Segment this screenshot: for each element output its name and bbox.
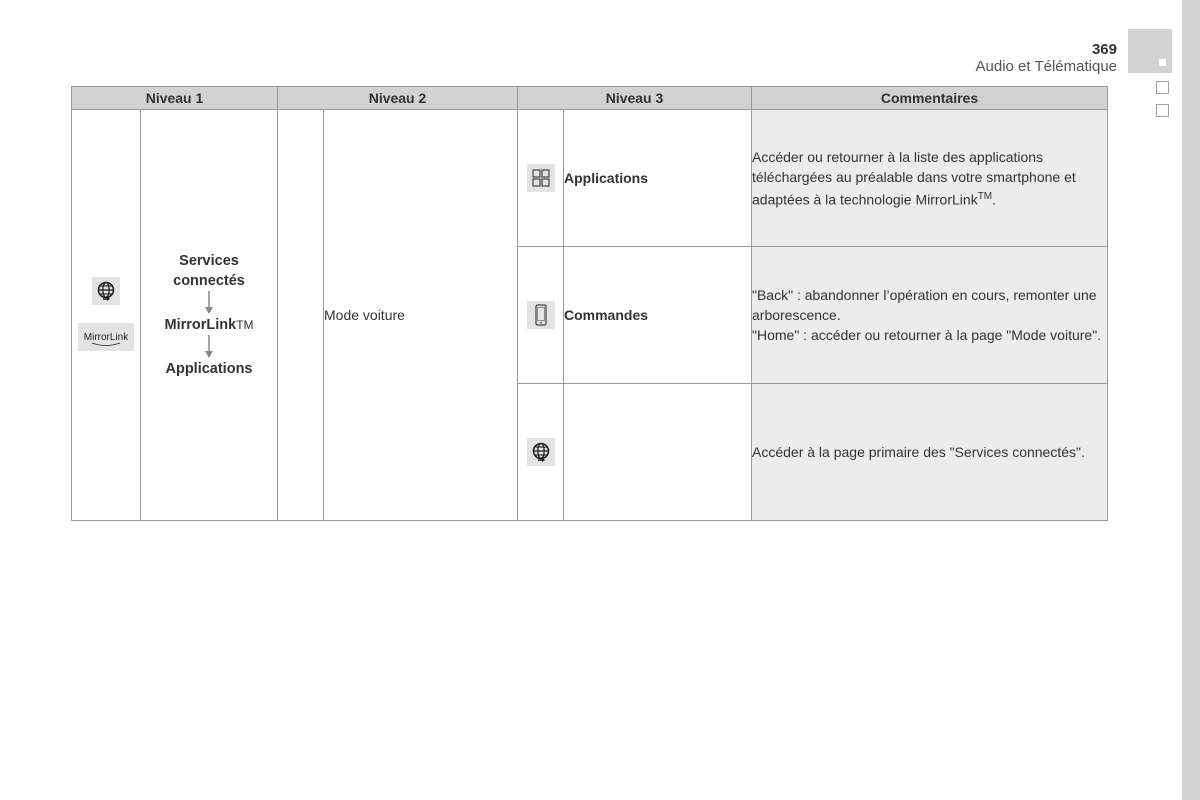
applications-grid-icon: [527, 164, 555, 192]
row1-comment: Accéder ou retourner à la liste des applications téléchargées au préalable dans votre smartphone et adaptées à la technologie MirrorLink™.: [752, 110, 1108, 247]
side-strip: [1182, 0, 1200, 800]
level1-services: Services: [179, 253, 239, 269]
mirrorlink-logo-text: MirrorLink: [83, 331, 129, 343]
level1-icon-cell: [72, 110, 141, 521]
chapter-tab-dot: [1159, 59, 1166, 66]
connected-services-globe-icon: [92, 277, 120, 305]
row2-icon-cell: [518, 247, 564, 384]
page-number: 369: [1091, 41, 1117, 58]
level2-label-cell: Mode voiture: [324, 110, 518, 521]
level2-icon-cell: [278, 110, 324, 521]
menu-table: [71, 86, 1108, 521]
chapter-tab[interactable]: [1156, 104, 1169, 117]
level1-label-cell: [141, 110, 278, 521]
column-header-level2: Niveau 2: [278, 87, 518, 110]
mirrorlink-logo: [78, 323, 134, 351]
chapter-tab[interactable]: [1156, 81, 1169, 94]
level1-mirrorlink: MirrorLinkTM: [164, 317, 254, 333]
row3-comment: Accéder à la page primaire des "Services connectés".: [752, 384, 1108, 521]
row1-icon-cell: [518, 110, 564, 247]
table-header-row: [72, 87, 1108, 110]
level1-connectes: connectés: [173, 273, 245, 289]
column-header-level3: Niveau 3: [518, 87, 752, 110]
row1-label-applications: Applications: [564, 110, 752, 247]
section-title: Audio et Télématique: [975, 58, 1117, 75]
arrow-down-icon: [204, 291, 214, 315]
column-header-level1: Niveau 1: [72, 87, 278, 110]
table-row: [72, 110, 1108, 247]
row3-label-empty: [564, 384, 752, 521]
row3-icon-cell: [518, 384, 564, 521]
connected-services-globe-icon: [527, 438, 555, 466]
smartphone-icon: [527, 301, 555, 329]
row2-comment: "Back" : abandonner l’opération en cours, remonter une arborescence. "Home" : accéder ou retourner à la page "Mode voiture".: [752, 247, 1108, 384]
level1-applications: Applications: [165, 361, 253, 377]
column-header-comments: Commentaires: [752, 87, 1108, 110]
row2-label-commandes: Commandes: [564, 247, 752, 384]
arrow-down-icon: [204, 335, 214, 359]
chapter-tab-active[interactable]: [1128, 29, 1172, 73]
